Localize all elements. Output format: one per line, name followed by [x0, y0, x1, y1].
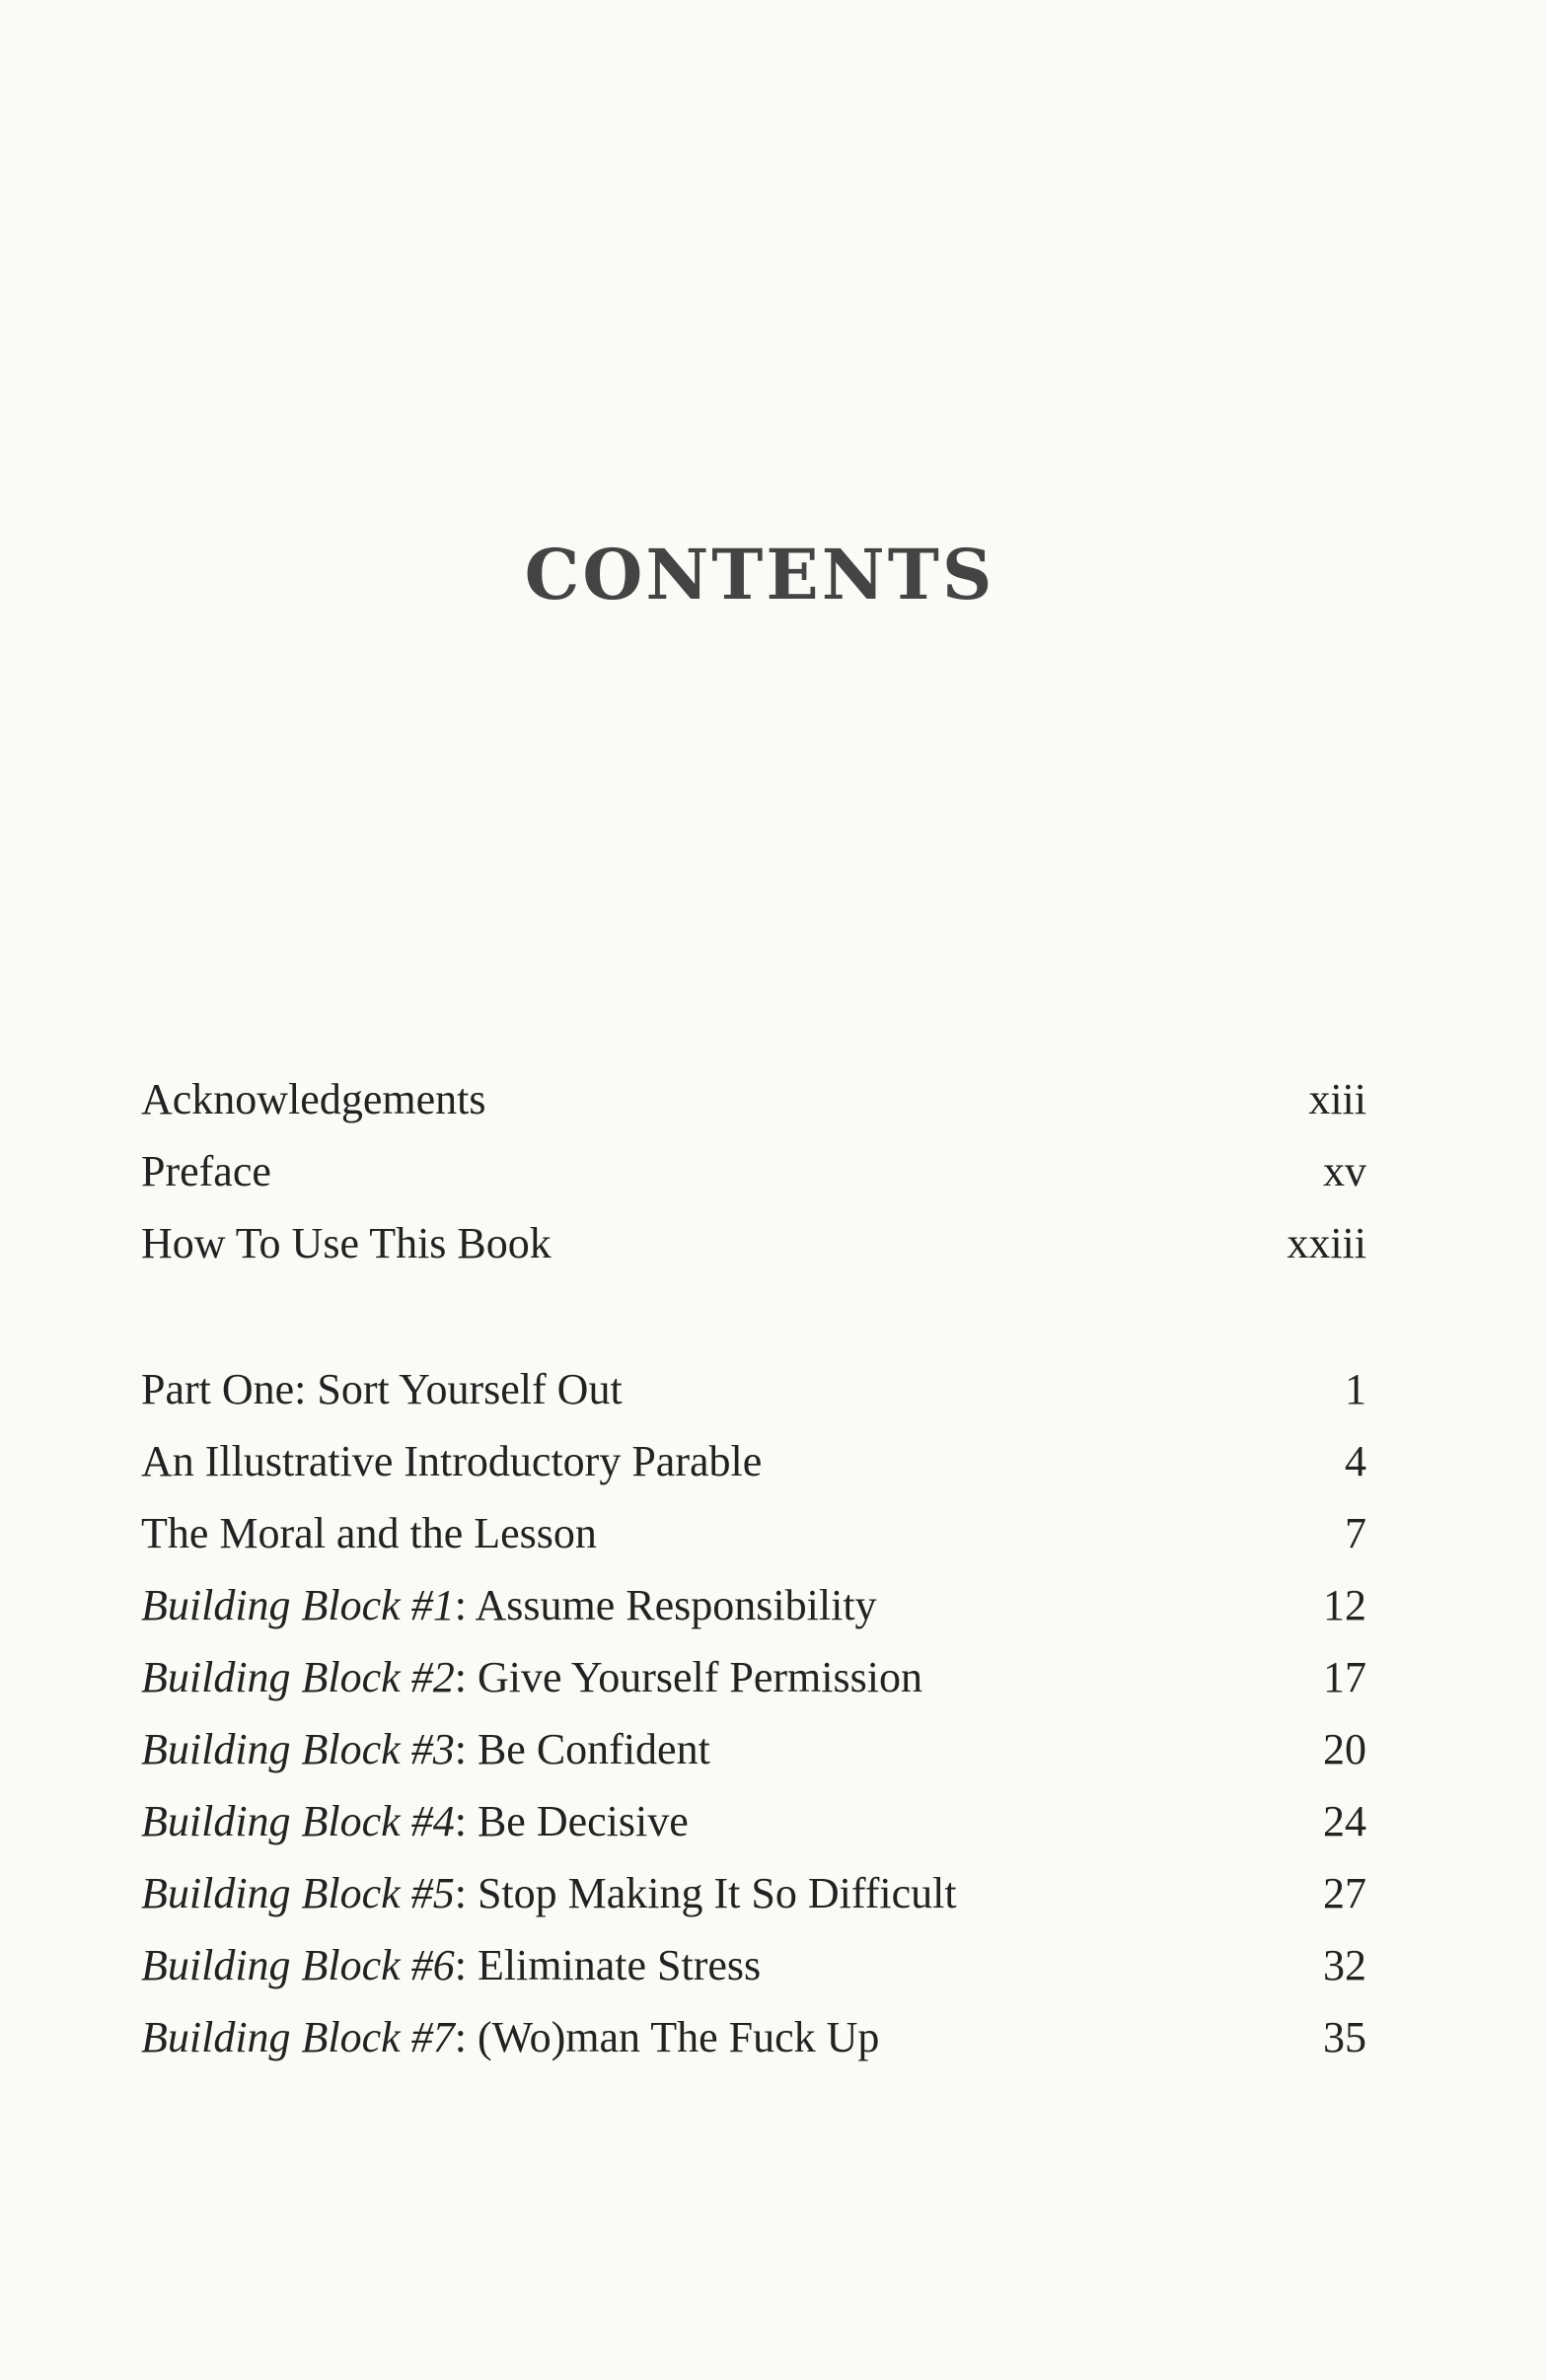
toc-page-number: xxiii	[1287, 1219, 1366, 1267]
toc-entry-label: : Stop Making It So Difficult	[454, 1869, 957, 1917]
toc-page-number: 1	[1345, 1365, 1366, 1413]
toc-page-number: 17	[1323, 1653, 1366, 1701]
toc-entry-label: An Illustrative Introductory Parable	[141, 1437, 763, 1485]
toc-row	[141, 1929, 1366, 2001]
building-block-prefix: Building Block #1	[141, 1581, 455, 1629]
toc-entry	[141, 1929, 761, 2001]
toc-entry	[141, 1713, 710, 1785]
toc-entry-label: The Moral and the Lesson	[141, 1509, 597, 1557]
toc-page-number: 32	[1323, 1941, 1366, 1989]
toc-entry-label: Acknowledgements	[141, 1075, 486, 1123]
building-block-prefix: Building Block #2	[141, 1653, 455, 1701]
toc-page-number: 4	[1345, 1437, 1366, 1485]
toc-part-one	[141, 1353, 1366, 2073]
toc-page-number: 20	[1323, 1725, 1366, 1773]
toc-row	[141, 1641, 1366, 1713]
toc-entry-label: : Eliminate Stress	[454, 1941, 762, 1989]
toc-page-number: 12	[1323, 1581, 1366, 1629]
toc-row	[141, 2001, 1366, 2073]
toc-page-number: 35	[1323, 2013, 1366, 2061]
toc-entry	[141, 1857, 957, 1929]
toc-entry-label: : Assume Responsibility	[454, 1581, 877, 1629]
toc-row	[141, 1063, 1366, 1135]
building-block-prefix: Building Block #7	[141, 2013, 455, 2061]
toc-row	[141, 1353, 1366, 1425]
toc-entry	[141, 2001, 879, 2073]
toc-row	[141, 1713, 1366, 1785]
building-block-prefix: Building Block #4	[141, 1797, 455, 1845]
toc-row	[141, 1425, 1366, 1497]
building-block-prefix: Building Block #6	[141, 1941, 455, 1989]
toc-entry	[141, 1785, 689, 1857]
toc-entry-label: : Be Confident	[454, 1725, 710, 1773]
toc-row	[141, 1207, 1366, 1279]
toc-entry-label: : Be Decisive	[454, 1797, 689, 1845]
toc-entry	[141, 1569, 877, 1641]
building-block-prefix: Building Block #5	[141, 1869, 455, 1917]
toc-page-number: 24	[1323, 1797, 1366, 1845]
page-title: CONTENTS	[524, 534, 995, 615]
toc-page-number: xv	[1323, 1147, 1366, 1195]
toc-page-number: 7	[1345, 1509, 1366, 1557]
toc-row	[141, 1857, 1366, 1929]
toc-row	[141, 1785, 1366, 1857]
toc-entry-label: Preface	[141, 1147, 271, 1195]
toc-row	[141, 1569, 1366, 1641]
toc-entry-label: : (Wo)man The Fuck Up	[454, 2013, 880, 2061]
toc-front-matter	[141, 1063, 1366, 1279]
toc-row	[141, 1135, 1366, 1207]
toc-entry	[141, 1641, 922, 1713]
toc-page-number: xiii	[1308, 1075, 1366, 1123]
toc-row	[141, 1497, 1366, 1569]
toc-entry-label: Part One: Sort Yourself Out	[141, 1365, 623, 1413]
toc-entry-label: : Give Yourself Permission	[454, 1653, 922, 1701]
toc-entry-label: How To Use This Book	[141, 1219, 552, 1267]
toc-page-number: 27	[1323, 1869, 1366, 1917]
building-block-prefix: Building Block #3	[141, 1725, 455, 1773]
